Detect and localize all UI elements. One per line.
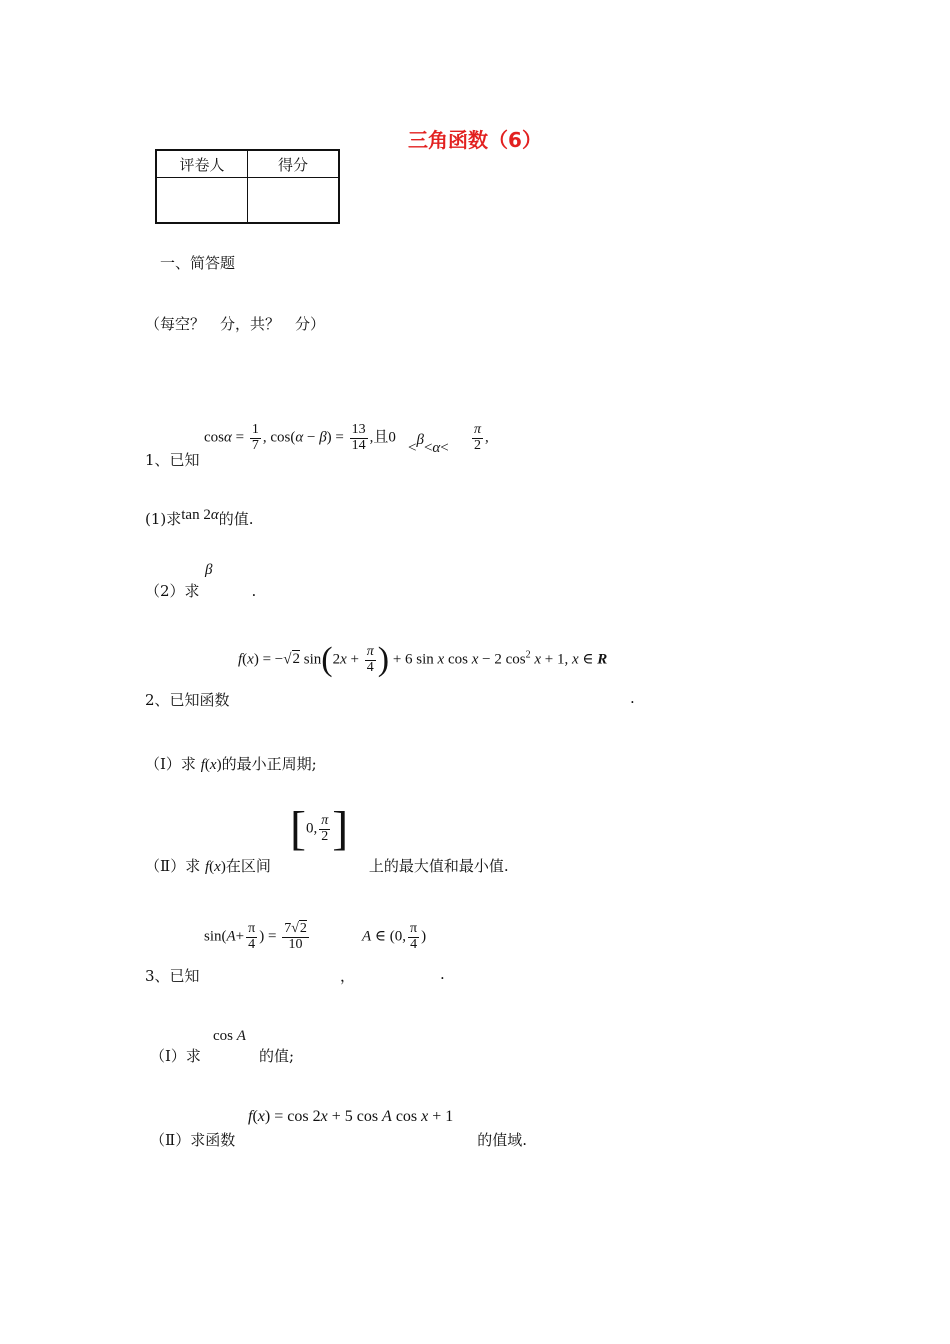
- problem-2-function: f(x) = −√2 sin(2x + $\frac{\pi}{4}$ ) + 6 sin x cos x − 2 $\cos^2 x + 1$, x ∈ R: [238, 641, 608, 678]
- problem-2-part-1: （Ⅰ）求 f(x)的最小正周期;: [145, 755, 317, 773]
- problem-3-comma: ，: [340, 967, 356, 985]
- problem-3-period: .: [440, 965, 445, 983]
- score-cell: [248, 178, 340, 224]
- page-title: 三角函数（6）: [408, 128, 542, 152]
- problem-2-period: .: [630, 689, 635, 707]
- problem-3-part-2: （Ⅱ）求函数 的值域.: [150, 1131, 527, 1149]
- problem-3-domain: A ∈ (0, $\frac{\pi}{4}$ ): [362, 921, 427, 952]
- problem-3-cosA: cos A: [213, 1028, 246, 1044]
- score-header: 得分: [248, 150, 340, 178]
- section-heading: 一、简答题: [160, 254, 236, 272]
- problem-1-beta: β: [205, 562, 213, 578]
- problem-1-part-2: （2）求 .: [145, 582, 257, 600]
- scoring-note: （每空？ 分，共？ 分）: [145, 315, 326, 333]
- problem-3-condition: sin(A+ $\frac{\pi}{4}$ ) = $\frac{7√2}{10}$: [204, 921, 307, 952]
- problem-1-label: 1、已知: [145, 451, 200, 469]
- problem-2-part-2: （Ⅱ）求 f(x)在区间 上的最大值和最小值.: [145, 857, 509, 875]
- problem-1-part-1: (1)求tan 2α的值.: [145, 507, 254, 528]
- problem-1-pi-over-2: $\frac{\pi}{2}$ ,: [474, 422, 489, 453]
- problem-3-function: f(x) = cos 2x + 5 cos A cos x + 1: [248, 1108, 454, 1125]
- problem-1-condition: cosα = $\frac{1}{7}$ , cos(α − β) = $\frac{13}{14}$ ,且0: [204, 422, 396, 453]
- problem-3-label: 3、已知: [145, 967, 200, 985]
- reviewer-header: 评卷人: [156, 150, 248, 178]
- problem-2-label: 2、已知函数: [145, 691, 230, 709]
- problem-3-part-1: （Ⅰ）求 的值;: [150, 1047, 294, 1065]
- problem-1-inequality: <β<α<: [408, 432, 449, 456]
- problem-2-interval: [0, $\frac{\pi}{2}$ ]: [290, 802, 349, 855]
- grading-table: [155, 149, 340, 224]
- reviewer-cell: [156, 178, 248, 224]
